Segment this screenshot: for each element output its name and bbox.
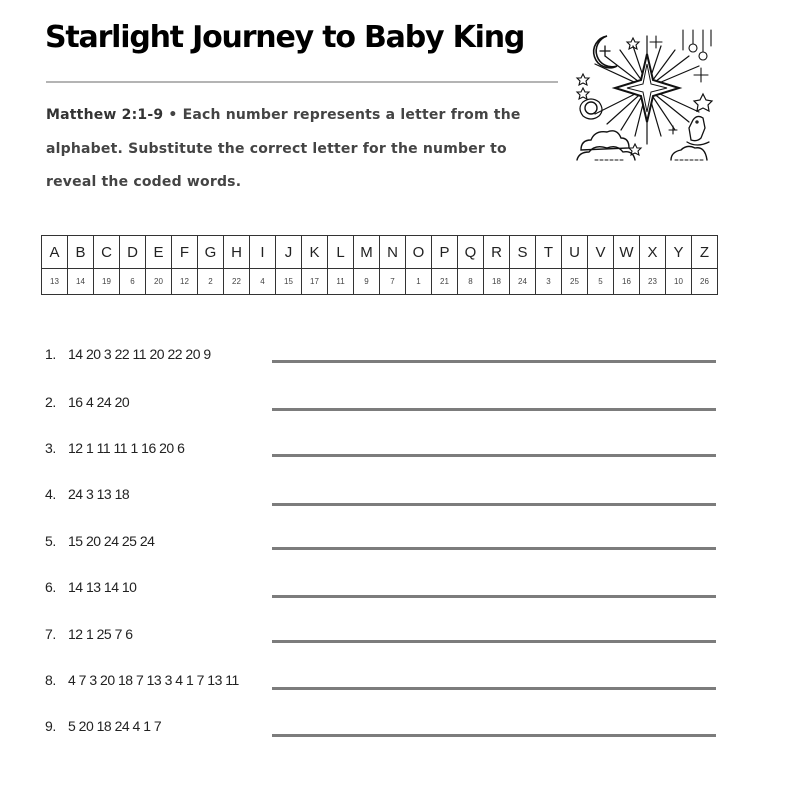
instructions-line-3: reveal the coded words. [46, 174, 242, 190]
cipher-number: 14 [68, 269, 94, 295]
cipher-letter: W [614, 236, 640, 269]
cipher-letter: P [432, 236, 458, 269]
puzzle-number: 2. [45, 394, 56, 410]
cipher-number: 12 [172, 269, 198, 295]
instructions [46, 99, 546, 200]
cipher-number: 23 [640, 269, 666, 295]
cipher-number: 6 [120, 269, 146, 295]
puzzle-number: 9. [45, 718, 56, 734]
puzzle-item [45, 346, 725, 376]
puzzle-number: 5. [45, 533, 56, 549]
puzzle-number: 4. [45, 486, 56, 502]
cipher-letter: J [276, 236, 302, 269]
puzzle-code: 12 1 25 7 6 [68, 626, 133, 642]
cipher-letter: L [328, 236, 354, 269]
puzzle-code: 5 20 18 24 4 1 7 [68, 718, 162, 734]
puzzle-item [45, 579, 725, 609]
cipher-letter: H [224, 236, 250, 269]
cipher-number: 3 [536, 269, 562, 295]
cipher-number: 18 [484, 269, 510, 295]
puzzle-item [45, 486, 725, 516]
cipher-letter: O [406, 236, 432, 269]
title-divider [46, 81, 558, 83]
answer-line[interactable] [272, 503, 716, 506]
cipher-number: 16 [614, 269, 640, 295]
christmas-star-illustration [575, 26, 718, 164]
cipher-letter: I [250, 236, 276, 269]
cipher-letter: Q [458, 236, 484, 269]
ornament-icon [683, 30, 711, 60]
instructions-line-1: Each number represents a letter from the [182, 107, 521, 123]
cipher-letter: G [198, 236, 224, 269]
cipher-letter: F [172, 236, 198, 269]
cipher-letter: T [536, 236, 562, 269]
separator-dot: • [163, 107, 183, 123]
puzzle-item [45, 626, 725, 656]
answer-line[interactable] [272, 360, 716, 363]
worksheet-title: Starlight Journey to Baby King [45, 20, 525, 55]
cipher-letter: V [588, 236, 614, 269]
answer-line[interactable] [272, 408, 716, 411]
cipher-number: 15 [276, 269, 302, 295]
puzzle-number: 8. [45, 672, 56, 688]
puzzle-item [45, 394, 725, 424]
cipher-number: 7 [380, 269, 406, 295]
cipher-letters-row [42, 236, 718, 269]
puzzle-code: 14 20 3 22 11 20 22 20 9 [68, 346, 211, 362]
flower-icon [585, 102, 597, 114]
puzzle-item [45, 440, 725, 470]
cipher-number: 8 [458, 269, 484, 295]
cipher-letter: S [510, 236, 536, 269]
cipher-number: 11 [328, 269, 354, 295]
cipher-number: 21 [432, 269, 458, 295]
answer-line[interactable] [272, 640, 716, 643]
cipher-letter: M [354, 236, 380, 269]
cipher-key-table [41, 235, 718, 295]
puzzle-number: 6. [45, 579, 56, 595]
cipher-letter: U [562, 236, 588, 269]
puzzle-code: 4 7 3 20 18 7 13 3 4 1 7 13 11 [68, 672, 239, 688]
puzzle-item [45, 672, 725, 702]
cipher-letter: C [94, 236, 120, 269]
cipher-number: 4 [250, 269, 276, 295]
puzzle-number: 3. [45, 440, 56, 456]
cipher-letter: D [120, 236, 146, 269]
cipher-letter: N [380, 236, 406, 269]
rocking-horse-icon [687, 116, 709, 145]
instructions-line-2: alphabet. Substitute the correct letter for the number to [46, 140, 507, 157]
puzzle-number: 7. [45, 626, 56, 642]
cipher-number: 5 [588, 269, 614, 295]
puzzle-code: 24 3 13 18 [68, 486, 130, 502]
puzzle-code: 12 1 11 11 1 16 20 6 [68, 440, 185, 456]
cipher-number: 1 [406, 269, 432, 295]
cute-star-icon [694, 94, 712, 111]
cipher-letter: Y [666, 236, 692, 269]
cipher-letter: A [42, 236, 68, 269]
puzzle-code: 14 13 14 10 [68, 579, 137, 595]
cipher-letter: X [640, 236, 666, 269]
answer-line[interactable] [272, 454, 716, 457]
puzzle-code: 15 20 24 25 24 [68, 533, 155, 549]
answer-line[interactable] [272, 734, 716, 737]
puzzle-item [45, 533, 725, 563]
cipher-letter: E [146, 236, 172, 269]
answer-line[interactable] [272, 687, 716, 690]
cipher-number: 25 [562, 269, 588, 295]
answer-line[interactable] [272, 595, 716, 598]
cipher-number: 13 [42, 269, 68, 295]
cipher-number: 20 [146, 269, 172, 295]
cipher-number: 17 [302, 269, 328, 295]
cipher-number: 24 [510, 269, 536, 295]
puzzle-number: 1. [45, 346, 56, 362]
cipher-letter: Z [692, 236, 718, 269]
puzzle-code: 16 4 24 20 [68, 394, 130, 410]
cipher-letter: K [302, 236, 328, 269]
cipher-number: 22 [224, 269, 250, 295]
cipher-number: 2 [198, 269, 224, 295]
cipher-number: 10 [666, 269, 692, 295]
cipher-number: 26 [692, 269, 718, 295]
scripture-reference: Matthew 2:1-9 [46, 107, 164, 123]
cipher-numbers-row [42, 269, 718, 295]
cipher-number: 19 [94, 269, 120, 295]
answer-line[interactable] [272, 547, 716, 550]
cipher-number: 9 [354, 269, 380, 295]
cipher-letter: R [484, 236, 510, 269]
puzzle-item [45, 718, 725, 748]
cipher-letter: B [68, 236, 94, 269]
